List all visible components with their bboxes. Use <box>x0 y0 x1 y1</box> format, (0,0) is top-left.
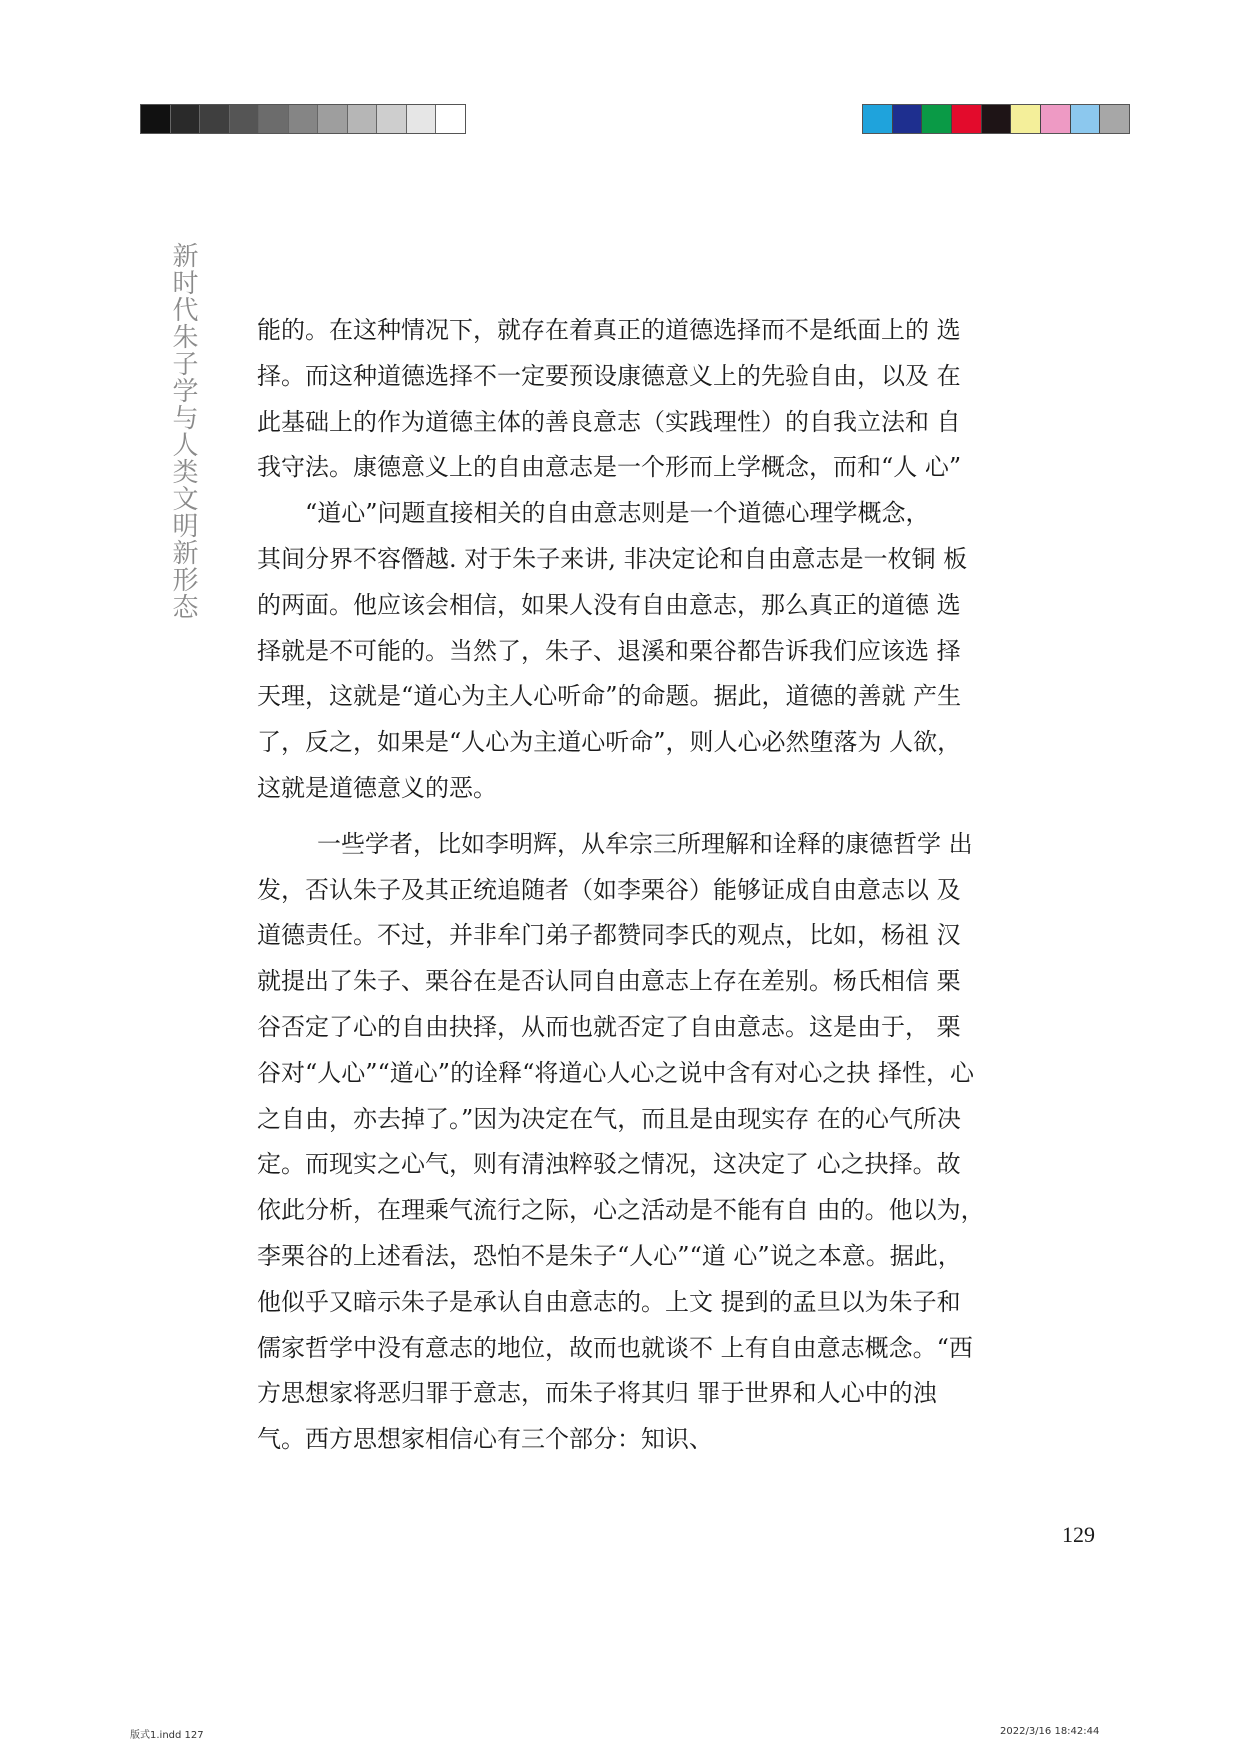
color-swatch <box>981 105 1011 133</box>
footer-file-name: 版式1.indd 127 <box>130 1730 204 1741</box>
color-swatch <box>1070 105 1100 133</box>
text-line: 了，反之，如果是“人心为主道心听命”，则人心必然堕落为 人欲， <box>257 728 962 757</box>
text-line: 李栗谷的上述看法，恐怕不是朱子“人心”“道 心”说之本意。据此， <box>257 1241 962 1270</box>
text-line: 气。西方思想家相信心有三个部分：知识、 <box>257 1425 713 1454</box>
color-swatch <box>258 105 288 133</box>
text-line: 谷否定了心的自由抉择，从而也就否定了自由意志。这是由于， 栗 <box>257 1012 961 1041</box>
body-text <box>257 308 1001 1463</box>
text-line: 天理，这就是“道心为主人心听命”的命题。据此，道德的善就 产生 <box>257 682 962 711</box>
color-swatch <box>863 105 892 133</box>
color-swatch <box>1010 105 1040 133</box>
color-swatch <box>892 105 922 133</box>
text-line: 的两面。他应该会相信，如果人没有自由意志，那么真正的道德 选 <box>257 590 961 619</box>
text-line: 择。而这种道德选择不一定要预设康德意义上的先验自由，以及 在 <box>257 361 961 390</box>
color-swatch <box>317 105 347 133</box>
color-swatch <box>376 105 406 133</box>
page-number: 129 <box>1062 1522 1095 1547</box>
text-line: 这就是道德意义的恶。 <box>257 773 497 802</box>
text-line: 定。而现实之心气，则有清浊粹驳之情况，这决定了 心之抉择。故 <box>257 1150 961 1179</box>
color-swatch <box>951 105 981 133</box>
text-line: 之自由，亦去掉了。”因为决定在气，而且是由现实存 在的心气所决 <box>257 1104 961 1133</box>
text-line: 能的。在这种情况下，就存在着真正的道德选择而不是纸面上的 选 <box>257 316 961 344</box>
paragraph-1 <box>257 308 1001 491</box>
text-line: 谷对“人心”“道心”的诠释“将道心人心之说中含有对心之抉 择性，心 <box>257 1058 974 1087</box>
text-line: 方思想家将恶归罪于意志，而朱子将其归 罪于世界和人心中的浊 <box>257 1379 937 1408</box>
paragraph-2 <box>257 491 1001 812</box>
color-swatch <box>199 105 229 133</box>
text-line: 依此分析，在理乘气流行之际，心之活动是不能有自 由的。他以为， <box>257 1196 985 1225</box>
color-swatch <box>406 105 436 133</box>
footer-timestamp: 2022/3/16 18:42:44 <box>1000 1726 1100 1737</box>
color-swatch <box>347 105 377 133</box>
paragraph-3 <box>257 822 1001 1463</box>
grayscale-color-bar <box>140 104 466 134</box>
text-line: 其间分界不容僭越. 对于朱子来讲, 非决定论和自由意志是一枚铜 板 <box>257 544 968 573</box>
text-line: 道德责任。不过，并非牟门弟子都赞同李氏的观点，比如，杨祖 汉 <box>257 921 961 950</box>
color-swatch <box>170 105 200 133</box>
color-swatch <box>141 105 170 133</box>
text-line: 此基础上的作为道德主体的善良意志（实践理性）的自我立法和 自 <box>257 407 961 436</box>
color-swatch <box>229 105 259 133</box>
text-line: 儒家哲学中没有意志的地位，故而也就谈不 上有自由意志概念。“西 <box>257 1333 973 1362</box>
color-swatch <box>435 105 465 133</box>
process-color-bar <box>862 104 1130 134</box>
text-line: 我守法。康德意义上的自由意志是一个形而上学概念，而和“人 心” <box>257 453 962 482</box>
color-swatch <box>288 105 318 133</box>
color-swatch <box>921 105 951 133</box>
text-line: 一些学者，比如李明辉，从牟宗三所理解和诠释的康德哲学 出 <box>317 829 973 858</box>
text-line: 发，否认朱子及其正统追随者（如李栗谷）能够证成自由意志以 及 <box>257 875 961 904</box>
running-head-vertical: 新时代朱子学与人类文明新形态 <box>168 242 198 620</box>
color-swatch <box>1040 105 1070 133</box>
text-line: 就提出了朱子、栗谷在是否认同自由意志上存在差别。杨氏相信 栗 <box>257 967 961 996</box>
text-line: 择就是不可能的。当然了，朱子、退溪和栗谷都告诉我们应该选 择 <box>257 636 961 665</box>
color-swatch <box>1099 105 1129 133</box>
text-line: “道心”问题直接相关的自由意志则是一个道德心理学概念， <box>305 499 930 528</box>
text-line: 他似乎又暗示朱子是承认自由意志的。上文 提到的孟旦以为朱子和 <box>257 1287 961 1316</box>
